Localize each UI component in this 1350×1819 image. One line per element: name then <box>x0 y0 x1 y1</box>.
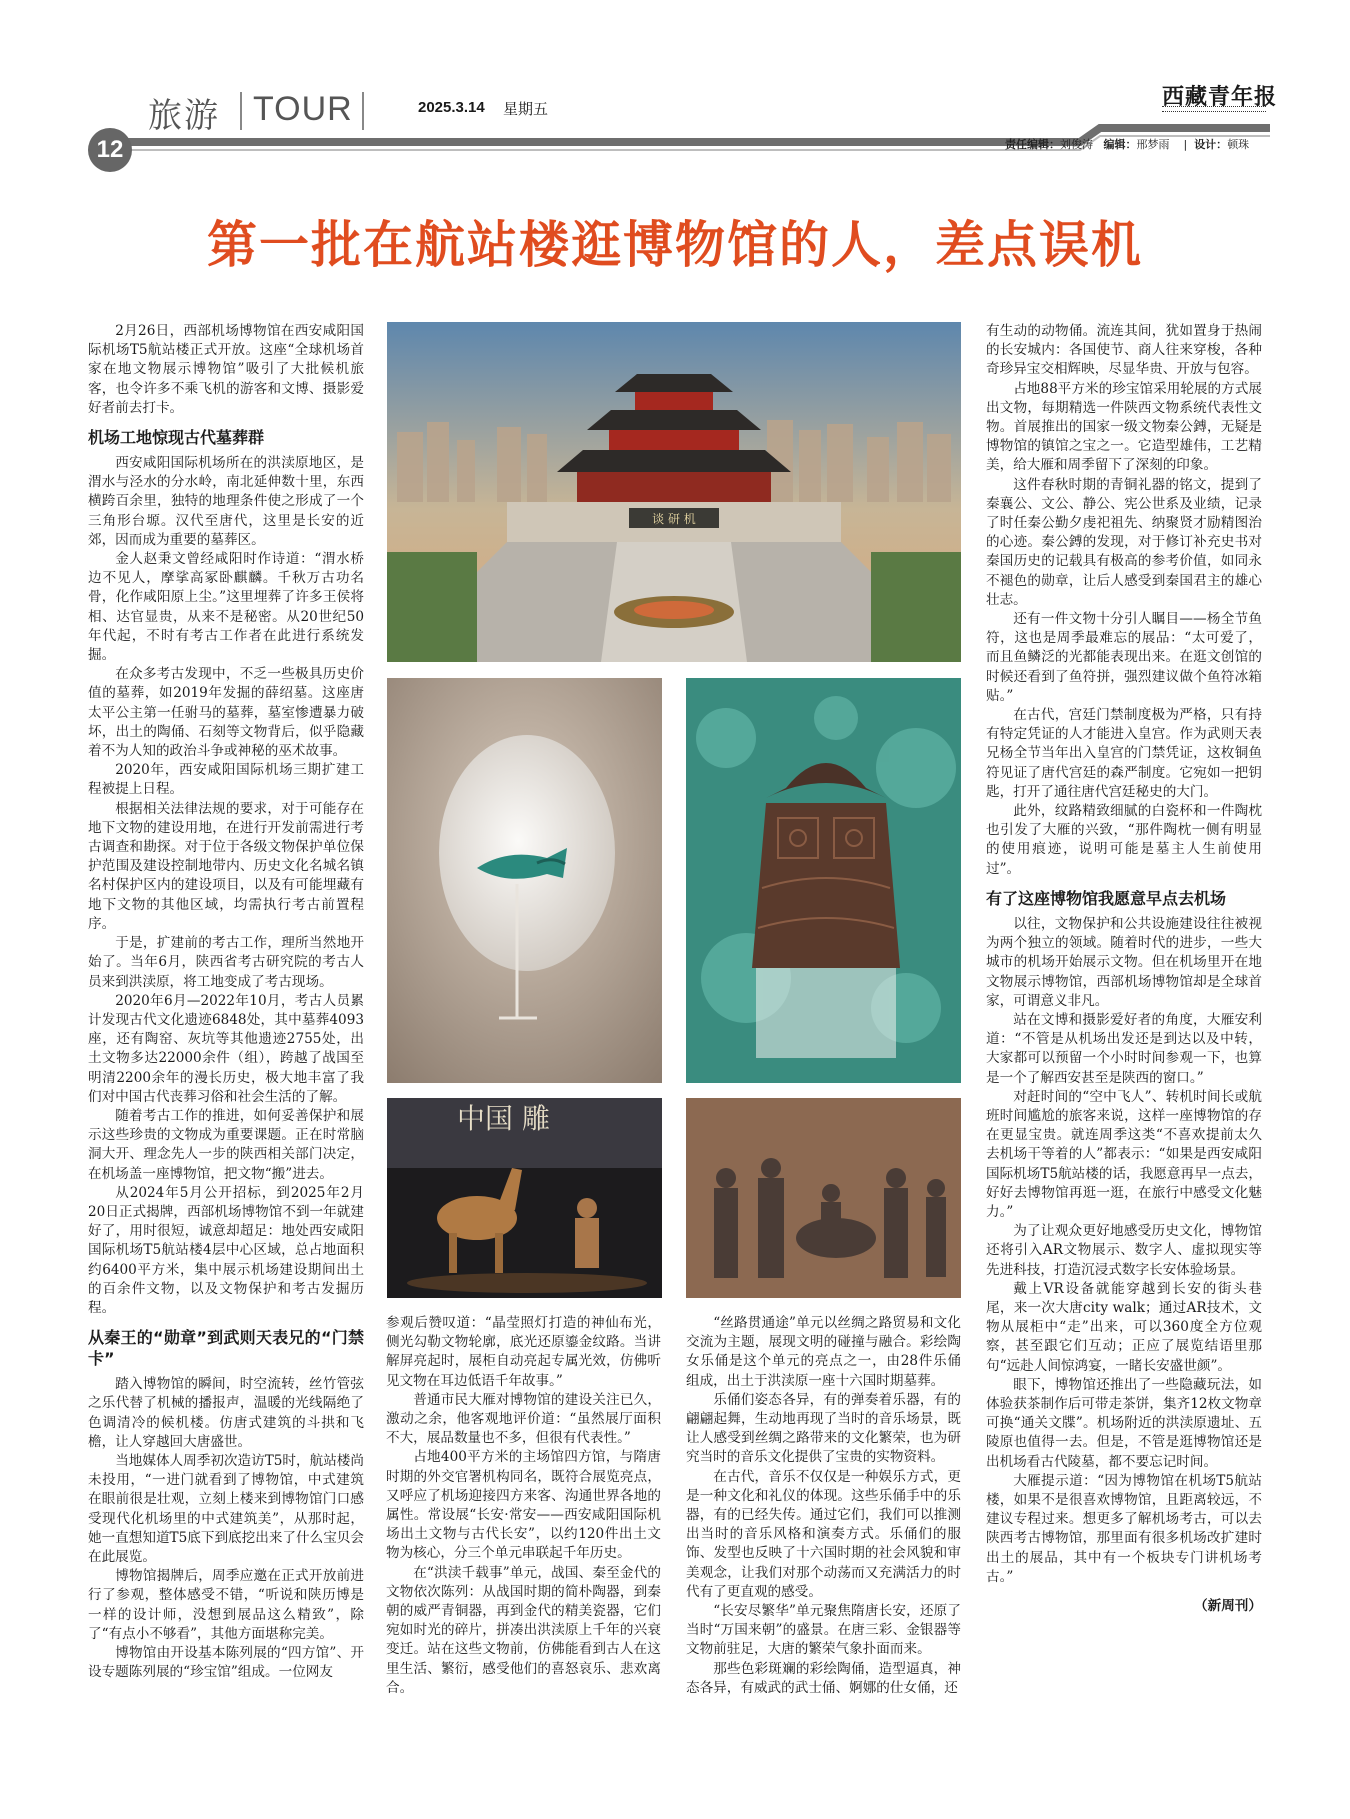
section-label-cn: 旅游 <box>148 96 220 136</box>
issue-date: 2025.3.14 <box>418 99 485 116</box>
article-paragraph: 以往，文物保护和公共设施建设往往被视为两个独立的领域。随着时代的进步，一些大城市的机场开始展示文物。但在机场里开在地文物展示博物馆，西部机场博物馆却是全球首家，可谓意义非凡。 <box>986 915 1262 1009</box>
article-column-3 <box>686 1314 961 1698</box>
article-paragraph: 当地媒体人周季初次造访T5时，航站楼尚未投用，“一进门就看到了博物馆，中式建筑在眼前很是壮观，立刻上楼来到博物馆门口感受现代化机场里的中式建筑美”，从那时起，她一直想知道T5底下到底挖出来了什么宝贝会在此展览。 <box>88 1452 364 1565</box>
article-paragraph: 乐俑们姿态各异，有的弹奏着乐器，有的翩翩起舞，生动地再现了当时的音乐场景，既让人感受到丝绸之路带来的文化繁荣，也为研究当时的音乐文化提供了宝贵的实物资料。 <box>686 1391 961 1466</box>
photo-tang-figurines <box>387 1098 662 1298</box>
copy-editor-name: 邢梦雨 <box>1136 138 1170 151</box>
article-paragraph: 西安咸阳国际机场所在的洪渎原地区，是渭水与泾水的分水岭，南北延伸数十里，东西横跨百余里，独特的地理条件使之形成了一个三角形台塬。汉代至唐代，这里是长安的近郊，因而成为重要的墓葬区。 <box>88 455 364 548</box>
article-paragraph: 有生动的动物俑。流连其间，犹如置身于热闹的长安城内：各国使节、商人往来穿梭，各种奇珍异宝交相辉映，尽显华贵、开放与包容。 <box>986 323 1262 378</box>
article-paragraph: “丝路贯通途”单元以丝绸之路贸易和文化交流为主题，展现文明的碰撞与融合。彩绘陶女乐俑是这个单元的亮点之一，由28件乐俑组成，出土于洪渎原一座十六国时期墓葬。 <box>686 1315 961 1389</box>
article-paragraph: 踏入博物馆的瞬间，时空流转，丝竹管弦之乐代替了机械的播报声，温暖的光线隔绝了色调清冷的候机楼。仿唐式建筑的斗拱和飞檐，让人穿越回大唐盛世。 <box>88 1376 364 1450</box>
editor-name: 刘俊涛 <box>1060 138 1093 151</box>
header-rule <box>80 108 1270 160</box>
article-paragraph: 参观后赞叹道：“晶莹照灯打造的神仙布光，侧光勾勒文物轮廓，底光还原鎏金纹路。当讲解屏亮起时，展柜自动亮起专属光效，仿佛听见文物在耳边低语千年故事。” <box>386 1315 661 1389</box>
article-paragraph: 为了让观众更好地感受历史文化，博物馆还将引入AR文物展示、数字人、虚拟现实等先进科技，打造沉浸式数字长安体验场景。 <box>986 1223 1262 1278</box>
article-paragraph: 那些色彩斑斓的彩绘陶俑，造型逼真，神态各异，有威武的武士俑、婀娜的仕女俑，还 <box>686 1660 961 1696</box>
photo-museum-building <box>387 322 961 662</box>
article-paragraph: 随着考古工作的推进，如何妥善保护和展示这些珍贵的文物成为重要课题。正在时常脑洞大开、理念先人一步的陕西相关部门决定，在机场盖一座博物馆，把文物“搬”进去。 <box>88 1107 364 1182</box>
copy-editor-label: 编辑： <box>1103 138 1137 151</box>
article-paragraph: 普通市民大雁对博物馆的建设关注已久，激动之余，他客观地评价道：“虽然展厅面积不大，展品数量也不多，但很有代表性。” <box>386 1391 661 1447</box>
article-paragraph: 站在文博和摄影爱好者的角度，大雁安利道：“不管是从机场出发还是到达以及中转，大家都可以预留一个小时时间参观一下，也算是一个了解西安甚至是陕西的窗口。” <box>986 1011 1262 1086</box>
article-paragraph: 大雁提示道：“因为博物馆在机场T5航站楼，如果不是很喜欢博物馆，且距离较远，不建议专程过来。想更多了解机场考古，可以去陕西考古博物馆，那里面有很多机场改扩建时出土的展品，其中有一个板块专门讲机场考古。” <box>986 1472 1262 1585</box>
article-paragraph: 博物馆揭牌后，周季应邀在正式开放前进行了参观，整体感受不错，“听说和陕历博是一样的设计师，没想到展品这么精致”，除了“有点小不够看”，其他方面堪称完美。 <box>88 1568 364 1642</box>
article-column-1 <box>88 322 364 1682</box>
article-paragraph: 在“洪渎千载事”单元，战国、秦至金代的文物依次陈列：从战国时期的简朴陶器，到秦朝的威严青铜器，再到金代的精美瓷器，它们宛如时光的碎片，拼凑出洪渎原上千年的兴衰变迁。站在这些文物前，仿佛能看到古人在这里生活、繁衍，感受他们的喜怒哀乐、悲欢离合。 <box>386 1564 661 1696</box>
article-source-credit: （新周刊） <box>1194 1598 1262 1614</box>
editor-label: 责任编辑： <box>1005 138 1060 151</box>
article-paragraph: 在众多考古发现中，不乏一些极具历史价值的墓葬，如2019年发掘的薛绍墓。这座唐太平公主第一任驸马的墓葬，墓室惨遭暴力破坏，出土的陶俑、石刻等文物背后，似乎隐藏着不为人知的政治斗争或神秘的巫术故事。 <box>88 666 364 760</box>
article-paragraph: 戴上VR设备就能穿越到长安的街头巷尾，来一次大唐city walk；通过AR技术，文物从展柜中“走”出来，可以360度全方位观察，甚至跟它们互动；正应了展览结语里那句“远赴人间惊鸿宴，一睹长安盛世颜”。 <box>986 1280 1262 1374</box>
article-paragraph: 还有一件文物十分引人瞩目——杨全节鱼符，这也是周季最难忘的展品：“太可爱了，而且鱼鳞泛的光都能表现出来。在逛文创馆的时候还看到了鱼符拼，强烈建议做个鱼符冰箱贴。” <box>986 611 1262 704</box>
museum-building-sign: 谈 研 机 <box>652 512 696 526</box>
exhibit-sign-text: 中国 雕 <box>457 1102 550 1135</box>
article-paragraph: 2月26日，西部机场博物馆在西安咸阳国际机场T5航站楼正式开放。这座“全球机场首家在地文物展示博物馆”吸引了大批候机旅客，也令许多不乘飞机的游客和文博、摄影爱好者前去打卡。 <box>88 323 364 416</box>
article-paragraph: 博物馆由开设基本陈列展的“四方馆”、开设专题陈列展的“珍宝馆”组成。一位网友 <box>88 1645 364 1681</box>
article-paragraph: 此外，纹路精致细腻的白瓷杯和一件陶枕也引发了大雁的兴致，“那件陶枕一侧有明显的使用痕迹，说明可能是墓主人生前使用过”。 <box>986 803 1262 877</box>
article-paragraph: 于是，扩建前的考古工作，理所当然地开始了。当年6月，陕西省考古研究院的考古人员来到洪渎原，将工地变成了考古现场。 <box>88 935 364 990</box>
designer-name: 顿珠 <box>1227 138 1250 151</box>
section-label-en: TOUR <box>253 90 353 128</box>
article-paragraph: 从2024年5月公开招标，到2025年2月20日正式揭牌，西部机场博物馆不到一年就建好了，用时很短，诚意却超足：地处西安咸阳国际机场T5航站楼4层中心区域，总占地面积约6400平方米，集中展示机场建设期间出土的百余件文物，以及文物保护和考古发掘历程。 <box>88 1184 364 1316</box>
article-paragraph: 在古代，音乐不仅仅是一种娱乐方式，更是一种文化和礼仪的体现。这些乐俑手中的乐器，有的已经失传。通过它们，我们可以推测出当时的音乐风格和演奏方式。乐俑们的服饰、发型也反映了十六国时期的社会风貌和审美观念，让我们对那个动荡而又充满活力的时代有了更直观的感受。 <box>686 1468 961 1600</box>
photo-painted-pottery-figures <box>686 1098 961 1298</box>
article-column-2 <box>386 1314 661 1698</box>
article-paragraph: 对赶时间的“空中飞人”、转机时间长或航班时间尴尬的旅客来说，这样一座博物馆的存在更显宝贵。就连周季这类“不喜欢提前太久去机场干等着的人”都表示：“如果是西安咸阳国际机场T5航站楼的话，我愿意再早一点去，好好去博物馆再逛一逛，在旅行中感受文化魅力。” <box>986 1088 1262 1220</box>
page-number-badge: 12 <box>88 128 132 172</box>
article-paragraph: 根据相关法律法规的要求，对于可能存在地下文物的建设用地，在进行开发前需进行考古调查和勘探。对于位于各级文物保护单位保护范围及建设控制地带内、历史文化名城名镇名村保护区内的建设项目，以及有可能埋藏有地下文物的其他区域，均需执行考古前置程序。 <box>88 800 364 932</box>
section-subheading: 机场工地惊现古代墓葬群 <box>88 428 265 448</box>
article-paragraph: 这件春秋时期的青铜礼器的铭文，提到了秦襄公、文公、静公、宪公世系及业绩，记录了时任秦公勤夕虔祀祖先、纳聚贤才励精图治的心迹。秦公鎛的发现，对于修订补充史书对秦国历史的记载具有极高的参考价值，如同永不褪色的勋章，让后人感受到秦国君主的雄心壮志。 <box>986 476 1262 608</box>
article-column-4 <box>986 322 1262 1616</box>
article-paragraph: 眼下，博物馆还推出了一些隐藏玩法，如体验获茶制作后可带走茶饼，集齐12枚文物章可换“通关文牒”。机场附近的洪渎原遗址、五陵原也值得一去。但是，不管是逛博物馆还是出机场看古代陵墓，都不要忘记时间。 <box>986 1376 1262 1470</box>
designer-label: 设计： <box>1194 138 1228 151</box>
newspaper-logo: 西藏青年报 <box>1162 84 1278 110</box>
article-paragraph: 在古代，宫廷门禁制度极为严格，只有持有特定凭证的人才能进入皇宫。作为武则天表兄杨全节当年出入皇宫的门禁凭证，这枚铜鱼符见证了唐代宫廷的森严制度。它宛如一把钥匙，打开了通往唐代宫廷秘史的大门。 <box>986 707 1262 800</box>
article-paragraph: 占地88平方米的珍宝馆采用轮展的方式展出文物，每期精选一件陕西文物系统代表性文物。首展推出的国家一级文物秦公鎛，无疑是博物馆的镇馆之宝之一。它造型雄伟，工艺精美，给大雁和周季留下了深刻的印象。 <box>986 380 1262 474</box>
article-headline: 第一批在航站楼逛博物馆的人，差点误机 <box>207 216 1143 274</box>
photo-bronze-fish-tally <box>387 678 662 1083</box>
article-paragraph: 2020年，西安咸阳国际机场三期扩建工程被提上日程。 <box>88 762 364 798</box>
article-paragraph: 占地400平方米的主场馆四方馆，与隋唐时期的外交官署机构同名，既符合展览亮点，又呼应了机场迎接四方来客、沟通世界各地的属性。常设展“长安·常安——西安咸阳国际机场出土文物与古代长安”，以约120件出土文物为核心，分三个单元串联起千年历史。 <box>386 1449 661 1562</box>
article-paragraph: 金人赵秉文曾经咸阳时作诗道：“渭水桥边不见人，摩挲高冢卧麒麟。千秋万古功名骨，化作咸阳原上尘。”这里埋葬了许多王侯将相、达官显贵，从来不是秘密。从20世纪50年代起，不时有考古工作者在此进行系统发掘。 <box>88 551 364 664</box>
photo-bronze-bell <box>686 678 961 1083</box>
editor-credits: 责任编辑：刘俊涛 编辑：邢梦雨 | 设计：顿珠 <box>1005 138 1250 151</box>
issue-weekday: 星期五 <box>503 100 549 118</box>
section-subheading: 有了这座博物馆我愿意早点去机场 <box>986 888 1227 908</box>
article-paragraph: 2020年6月—2022年10月，考古人员累计发现古代文化遗迹6848处，其中墓葬4093座，还有陶窑、灰坑等其他遗迹2755处，出土文物多达22000余件（组），跨越了战国至明清2200余年的漫长历史，极大地丰富了我们对中国古代丧葬习俗和社会生活的了解。 <box>88 992 364 1105</box>
section-subheading: 从秦王的“勋章”到武则天表兄的“门禁卡” <box>88 1328 364 1369</box>
article-paragraph: “长安尽繁华”单元聚焦隋唐长安，还原了当时“万国来朝”的盛景。在唐三彩、金银器等文物前驻足，大唐的繁荣气象扑面而来。 <box>686 1603 961 1658</box>
